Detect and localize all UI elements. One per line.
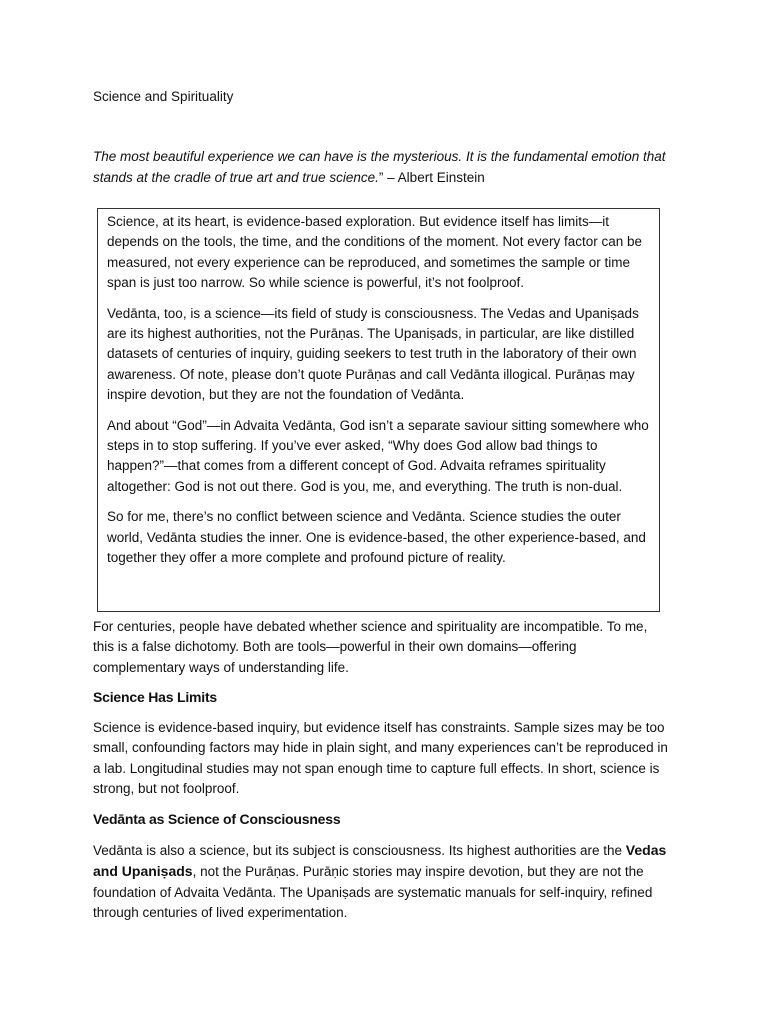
box-paragraph: So for me, there’s no conflict between science and Vedānta. Science studies the outer world, Vedānta studies the inner. One is evidence-based, the other experience-based, and together they offer a more complete and profound picture of reality. [107,509,646,566]
box-paragraph: Science, at its heart, is evidence-based exploration. But evidence itself has limits—it depends on the tools, the time, and the conditions of the moment. Not every factor can be measured, not every experience can be reproduced, and sometimes the sample or time span is just too narrow. So while science is powerful, it’s not foolproof. [107,214,643,291]
section-heading-vedanta: Vedānta as Science of Consciousness [93,811,341,827]
science-limits-paragraph: Science is evidence-based inquiry, but evidence itself has constraints. Sample sizes may be too small, confounding factors may hide in plain sight, and many experiences can’t be reproduced in a lab. Longitudinal studies may not span enough time to capture full effects. In short, science is strong, but not foolproof. [93,720,668,797]
vedas-upanisads-bold: Vedas and Upaniṣads [93,842,667,880]
document-title: Science and Spirituality [93,89,234,104]
quote-text: The most beautiful experience we can have is the mysterious. It is the fundamental emotion that stands at the cradle of true art and true science. [93,149,666,185]
summary-box [97,208,660,612]
box-paragraph: And about “God”—in Advaita Vedānta, God isn’t a separate saviour sitting somewhere who steps in to stop suffering. If you’ve ever asked, “Why does God allow bad things to happen?”—that comes from a different concept of God. Advaita reframes spirituality altogether: God is not out there. God is you, me, and everything. The truth is non-dual. [107,417,649,494]
einstein-quote [93,147,673,188]
vedanta-text-before: Vedānta is also a science, but its subject is consciousness. Its highest authorities are the [93,843,626,858]
section-heading-science-limits: Science Has Limits [93,689,218,705]
vedanta-text-after: , not the Purāṇas. Purāṇic stories may inspire devotion, but they are not the foundation of Advaita Vedānta. The Upaniṣads are systematic manuals for self-inquiry, refined through centuries of lived experimentation. [93,864,653,921]
box-paragraph: Vedānta, too, is a science—its field of study is consciousness. The Vedas and Upaniṣads are its highest authorities, not the Purāṇas. The Upaniṣads, in particular, are like distilled datasets of centuries of inquiry, guiding seekers to test truth in the laboratory of their own awareness. Of note, please don’t quote Purāṇas and call Vedānta illogical. Purāṇas may inspire devotion, but they are not the foundation of Vedānta. [107,305,639,403]
intro-paragraph: For centuries, people have debated whether science and spirituality are incompatible. To me, this is a false dichotomy. Both are tools—powerful in their own domains—offering complementary ways of understanding life. [93,619,648,675]
quote-attribution: ” – Albert Einstein [378,169,485,185]
vedanta-paragraph [93,840,669,924]
